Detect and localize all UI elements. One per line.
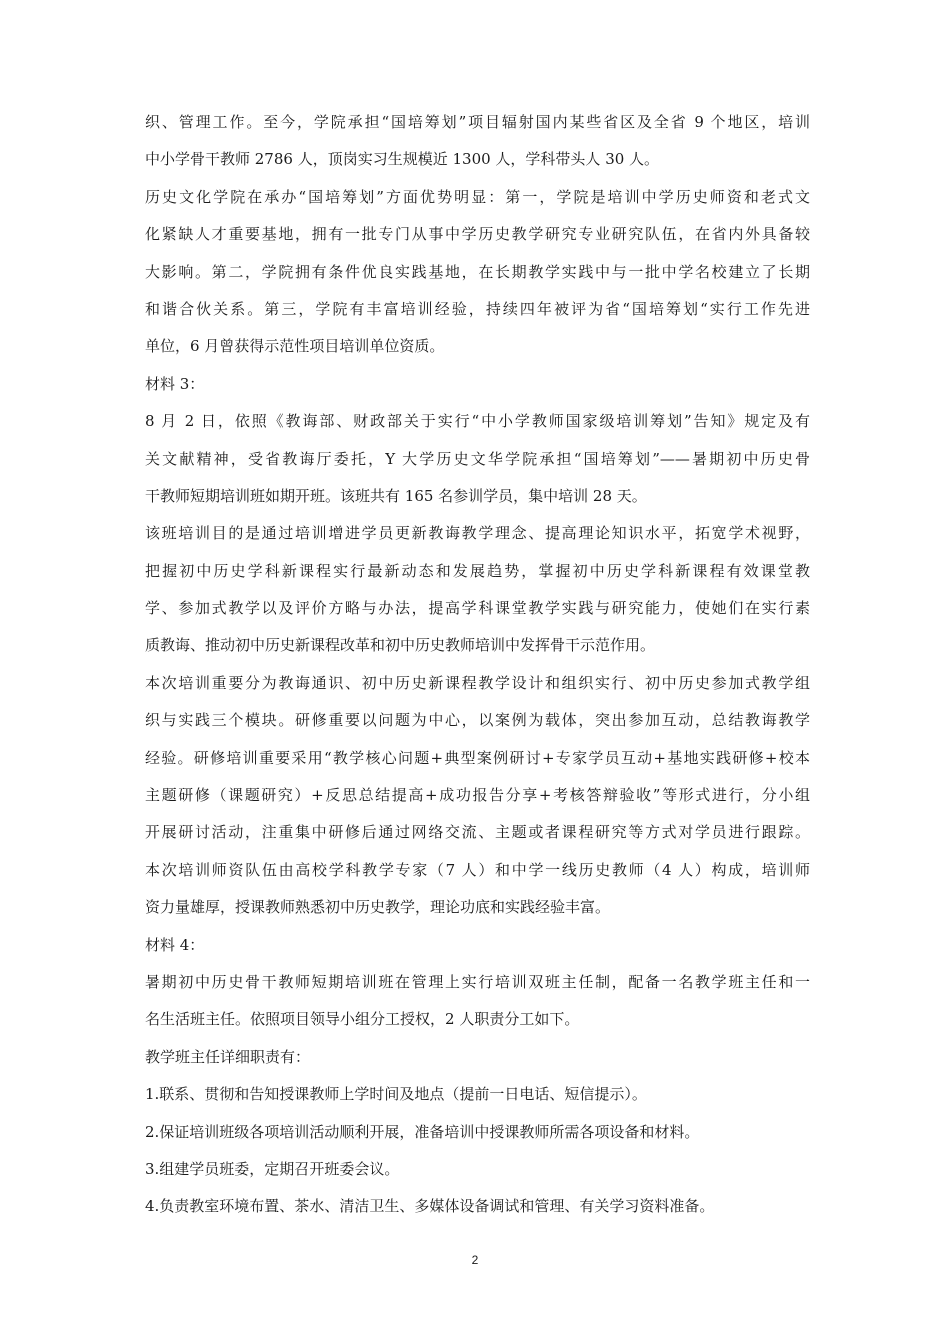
text-line: 教学班主任详细职责有： <box>145 1047 311 1066</box>
text-line: 把握初中历史学科新课程实行最新动态和发展趋势，掌握初中历史学科新课程有效课堂教 <box>145 561 810 580</box>
text-line: 学、参加式教学以及评价方略与办法，提高学科课堂教学实践与研究能力，使她们在实行素 <box>145 599 810 618</box>
text-line: 资力量雄厚，授课教师熟悉初中历史教学，理论功底和实践经验丰富。 <box>145 898 611 917</box>
text-line: 开展研讨活动，注重集中研修后通过网络交流、主题或者课程研究等方式对学员进行跟踪。 <box>145 823 810 842</box>
text-line: 本次培训师资队伍由高校学科教学专家（7 人）和中学一线历史教师（4 人）构成，培训师 <box>145 860 810 879</box>
text-line: 单位，6 月曾获得示范性项目培训单位资质。 <box>145 337 445 356</box>
page-number: 2 <box>471 1253 479 1267</box>
text-line: 暑期初中历史骨干教师短期培训班在管理上实行培训双班主任制，配备一名教学班主任和一 <box>145 972 810 991</box>
text-line: 主题研修（课题研究）+反思总结提高+成功报告分享+考核答辩验收”等形式进行，分小组 <box>145 786 810 805</box>
text-line: 材料 3： <box>145 374 205 393</box>
text-line: 和谐合伙关系。第三，学院有丰富培训经验，持续四年被评为省“国培筹划“实行工作先进 <box>145 299 810 318</box>
text-line: 4.负责教室环境布置、茶水、清洁卫生、多媒体设备调试和管理、有关学习资料准备。 <box>145 1197 715 1216</box>
text-line: 质教诲、推动初中历史新课程改革和初中历史教师培训中发挥骨干示范作用。 <box>145 636 656 655</box>
text-line: 关文献精神，受省教诲厅委托，Y 大学历史文华学院承担“国培筹划”——暑期初中历史骨 <box>145 449 810 468</box>
text-line: 该班培训目的是通过培训增进学员更新教诲教学理念、提高理论知识水平，拓宽学术视野， <box>145 524 810 543</box>
text-line: 中小学骨干教师 2786 人，顶岗实习生规模近 1300 人，学科带头人 30 人。 <box>145 150 660 169</box>
text-line: 干教师短期培训班如期开班。该班共有 165 名参训学员，集中培训 28 天。 <box>145 486 647 505</box>
text-line: 经验。研修培训重要采用“教学核心问题+典型案例研讨+专家学员互动+基地实践研修+校本 <box>145 748 810 767</box>
text-line: 大影响。第二，学院拥有条件优良实践基地，在长期教学实践中与一批中学名校建立了长期 <box>145 262 810 281</box>
text-line: 1.联系、贯彻和告知授课教师上学时间及地点（提前一日电话、短信提示）。 <box>145 1085 647 1104</box>
text-line: 3.组建学员班委，定期召开班委会议。 <box>145 1159 400 1178</box>
text-line: 2.保证培训班级各项培训活动顺利开展，准备培训中授课教师所需各项设备和材料。 <box>145 1122 700 1141</box>
text-line: 织、管理工作。至今，学院承担“国培筹划”项目辐射国内某些省区及全省 9 个地区，培训 <box>145 113 810 131</box>
text-line: 名生活班主任。依照项目领导小组分工授权，2 人职责分工如下。 <box>145 1010 580 1029</box>
text-line: 本次培训重要分为教诲通识、初中历史新课程教学设计和组织实行、初中历史参加式教学组 <box>145 673 810 692</box>
text-line: 织与实践三个模块。研修重要以问题为中心，以案例为载体，突出参加互动，总结教诲教学 <box>145 711 810 730</box>
text-line: 历史文化学院在承办“国培筹划”方面优势明显：第一，学院是培训中学历史师资和老式文 <box>145 187 810 206</box>
text-line: 化紧缺人才重要基地，拥有一批专门从事中学历史教学研究专业研究队伍，在省内外具备较 <box>145 225 810 244</box>
document-body <box>145 112 810 1234</box>
text-line: 材料 4： <box>145 935 205 954</box>
text-line: 8 月 2 日，依照《教诲部、财政部关于实行“中小学教师国家级培训筹划”告知》规定及有 <box>145 412 810 431</box>
